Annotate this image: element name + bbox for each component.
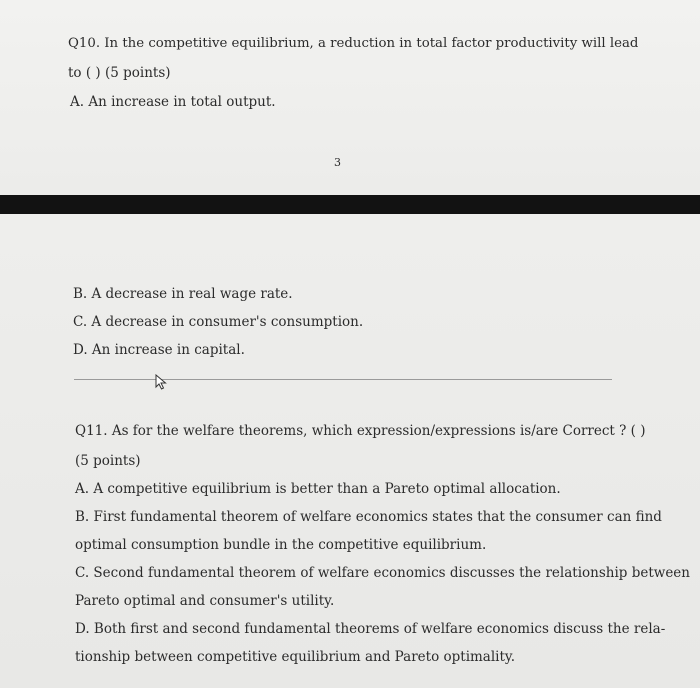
q11-stem-line2: (5 points) — [75, 453, 141, 469]
q11-option-a: A. A competitive equilibrium is better than a Pareto optimal allocation. — [75, 481, 561, 497]
q10-stem-line1: Q10. In the competitive equilibrium, a reduction in total factor productivity will lead — [68, 36, 639, 51]
q11-stem-line1: Q11. As for the welfare theorems, which expression/expressions is/are Correct ? ( ) — [75, 423, 646, 439]
q11-option-c-line1: C. Second fundamental theorem of welfare economics discusses the relationship between — [75, 565, 690, 581]
q10-option-b: B. A decrease in real wage rate. — [73, 286, 293, 302]
page-gap-band — [0, 195, 700, 214]
q10-option-d: D. An increase in capital. — [73, 342, 245, 358]
q10-stem-line2: to ( ) (5 points) — [68, 65, 171, 81]
q11-option-c-line2: Pareto optimal and consumer's utility. — [75, 593, 335, 609]
q10-option-c: C. A decrease in consumer's consumption. — [73, 314, 364, 330]
q10-option-a: A. An increase in total output. — [70, 94, 276, 110]
q11-option-d-line2: tionship between competitive equilibrium and Pareto optimality. — [75, 649, 516, 665]
q11-option-d-line1: D. Both first and second fundamental theorems of welfare economics discuss the rela- — [75, 621, 666, 637]
page-number: 3 — [334, 156, 341, 169]
q11-option-b-line1: B. First fundamental theorem of welfare economics states that the consumer can find — [75, 509, 662, 525]
q11-option-b-line2: optimal consumption bundle in the competitive equilibrium. — [75, 537, 487, 553]
mouse-pointer-icon — [153, 374, 169, 390]
